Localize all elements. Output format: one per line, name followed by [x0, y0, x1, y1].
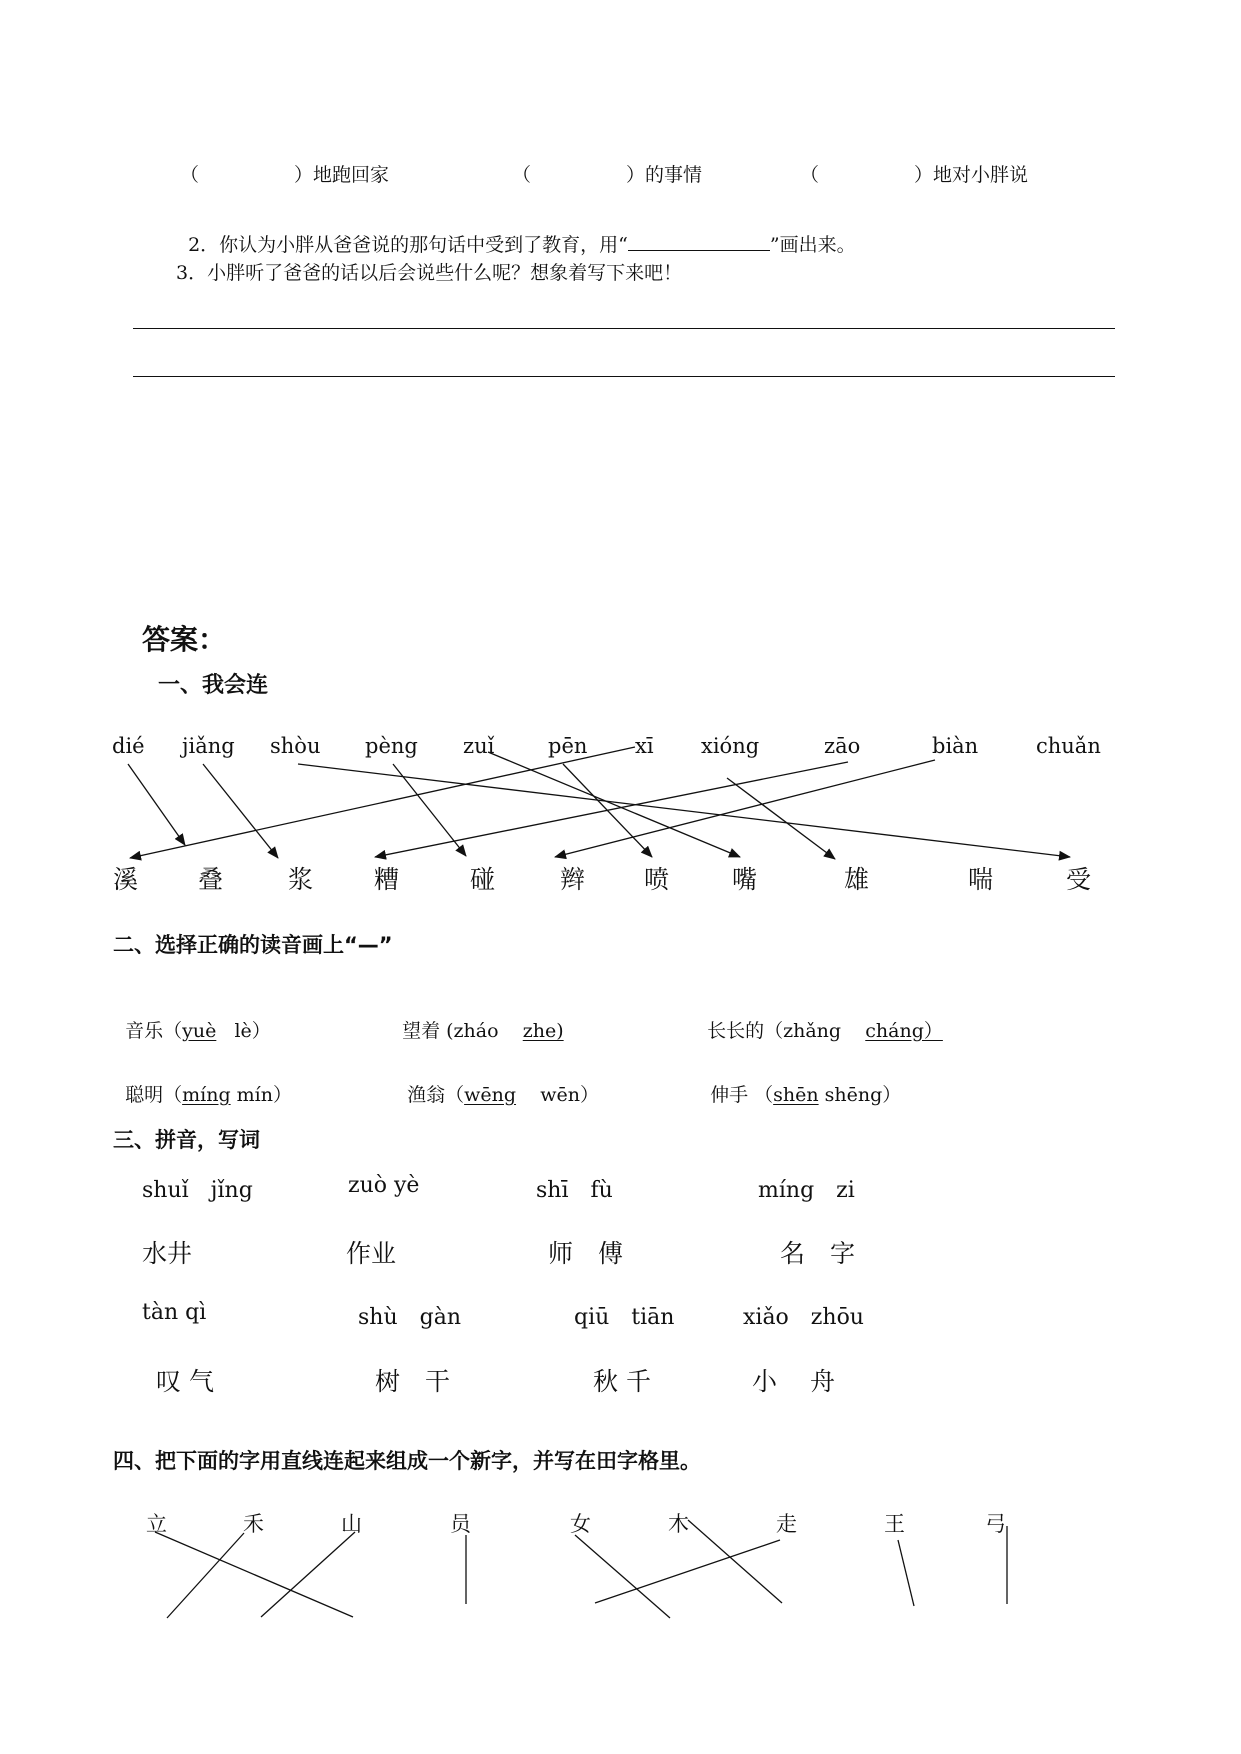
- written-word-1: 水井: [142, 1239, 193, 1268]
- blank-item-2: （ ）的事情: [512, 164, 703, 186]
- reading-option-correct: shēn: [773, 1084, 819, 1106]
- arrow-jiang: [203, 764, 278, 858]
- pinyin-word-8: xiǎo zhōu: [743, 1305, 864, 1330]
- section-4-title: 四、把下面的字用直线连起来组成一个新字，并写在田字格里。: [113, 1449, 701, 1473]
- pinyin-word-7: qiū tiān: [574, 1305, 675, 1330]
- pinyin-7: xī: [635, 734, 654, 758]
- pinyin-word-2: zuò yè: [348, 1173, 420, 1198]
- char-5: 碰: [470, 865, 496, 894]
- pinyin-9: zāo: [824, 734, 861, 758]
- reading-option: wēn）: [540, 1084, 599, 1106]
- arrow-xi: [130, 747, 635, 858]
- blank-item-3: （ ）地对小胖说: [800, 164, 1029, 186]
- char-10: 喘: [968, 865, 994, 894]
- pinyin-11: chuǎn: [1036, 734, 1101, 758]
- section-1-title: 一、我会连: [158, 673, 269, 698]
- component-char-4: 员: [450, 1512, 471, 1536]
- reading-choice-2: [390, 994, 564, 1043]
- written-word-2: 作业: [346, 1239, 397, 1268]
- component-char-3: 山: [341, 1512, 362, 1536]
- arrow-peng: [393, 764, 466, 856]
- written-word-7: 秋 千: [593, 1367, 651, 1396]
- reading-word: 望着 (: [402, 1020, 454, 1042]
- pinyin-4: pèng: [365, 734, 418, 758]
- question-2-text-a: 2．你认为小胖从爸爸说的那句话中受到了教育，用“: [188, 234, 628, 256]
- reading-option-correct: cháng）: [865, 1020, 943, 1042]
- pinyin-6: pēn: [548, 734, 588, 758]
- arrow-shou: [298, 764, 1070, 857]
- char-3: 浆: [288, 865, 314, 894]
- written-word-8: 小 舟: [752, 1367, 835, 1396]
- char-7: 喷: [644, 865, 670, 894]
- pinyin-word-5: tàn qì: [142, 1300, 207, 1325]
- reading-choice-4: [113, 1058, 292, 1107]
- written-word-3: 师 傅: [548, 1239, 624, 1268]
- written-word-5: 叹 气: [156, 1367, 214, 1396]
- char-1: 溪: [113, 865, 139, 894]
- reading-option-correct: yuè: [182, 1020, 217, 1042]
- char-2: 叠: [198, 865, 224, 894]
- component-char-7: 走: [776, 1512, 797, 1536]
- pinyin-2: jiǎng: [182, 734, 235, 758]
- reading-option-correct: zhe): [522, 1020, 564, 1042]
- arrow-die: [128, 764, 185, 845]
- pinyin-word-1: shuǐ jǐng: [142, 1178, 253, 1203]
- reading-choice-1: [113, 994, 271, 1043]
- pinyin-1: dié: [112, 734, 145, 758]
- reading-option: mín）: [236, 1084, 292, 1106]
- reading-word: 聪明（: [125, 1084, 183, 1106]
- component-char-9: 弓: [985, 1512, 1006, 1536]
- answers-title: 答案：: [142, 623, 227, 656]
- reading-word: 渔翁（: [407, 1084, 465, 1106]
- reading-option: zháo: [453, 1020, 499, 1042]
- reading-word: 伸手 （: [710, 1084, 774, 1106]
- pinyin-word-3: shī fù: [536, 1178, 613, 1203]
- reading-word: 音乐（: [125, 1020, 183, 1042]
- reading-choice-3: [695, 994, 943, 1043]
- char-11: 受: [1066, 865, 1092, 894]
- line-shan-to-mid: [261, 1532, 355, 1617]
- arrow-bian: [555, 760, 935, 857]
- reading-choice-5: [395, 1058, 599, 1107]
- component-char-6: 木: [668, 1512, 689, 1536]
- line-he-to-left: [167, 1533, 244, 1618]
- reading-option-correct: míng: [182, 1084, 231, 1106]
- pinyin-word-6: shù gàn: [358, 1305, 461, 1330]
- reading-word: 长长的（: [707, 1020, 784, 1042]
- written-word-6: 树 干: [375, 1367, 451, 1396]
- written-word-4: 名 字: [780, 1239, 856, 1268]
- char-4: 糟: [374, 865, 400, 894]
- component-char-5: 女: [570, 1512, 591, 1536]
- arrow-zui: [488, 752, 740, 857]
- reading-option: shēng）: [824, 1084, 902, 1106]
- component-char-8: 王: [884, 1512, 905, 1536]
- reading-option-correct: wēng: [464, 1084, 517, 1106]
- component-char-1: 立: [146, 1512, 167, 1536]
- section-2-title: 二、选择正确的读音画上“—”: [113, 933, 393, 957]
- line-mu-to-right: [688, 1520, 782, 1603]
- section-3-title: 三、拼音，写词: [113, 1128, 260, 1152]
- line-li-to-yuan-bottom: [155, 1532, 353, 1617]
- char-9: 雄: [844, 865, 870, 894]
- reading-option: zhǎng: [783, 1020, 842, 1042]
- reading-option: lè）: [234, 1020, 271, 1042]
- pinyin-8: xióng: [701, 734, 760, 758]
- pinyin-10: biàn: [932, 734, 979, 758]
- pinyin-word-4: míng zi: [758, 1178, 855, 1203]
- char-8: 嘴: [732, 865, 758, 894]
- pinyin-3: shòu: [270, 734, 321, 758]
- line-zou-to-left: [595, 1540, 780, 1603]
- component-char-2: 禾: [243, 1512, 264, 1536]
- question-2-text-b: ”画出来。: [769, 234, 856, 256]
- reading-choice-6: [698, 1058, 901, 1107]
- blank-item-1: （ ）地跑回家: [180, 164, 390, 186]
- pinyin-5: zuǐ: [463, 734, 495, 758]
- char-6: 辫: [560, 865, 586, 894]
- question-3: 3．小胖听了爸爸的话以后会说些什么呢？想象着写下来吧！: [176, 262, 683, 284]
- line-wang-to-down: [898, 1540, 914, 1606]
- line-nv-to-right: [575, 1535, 670, 1618]
